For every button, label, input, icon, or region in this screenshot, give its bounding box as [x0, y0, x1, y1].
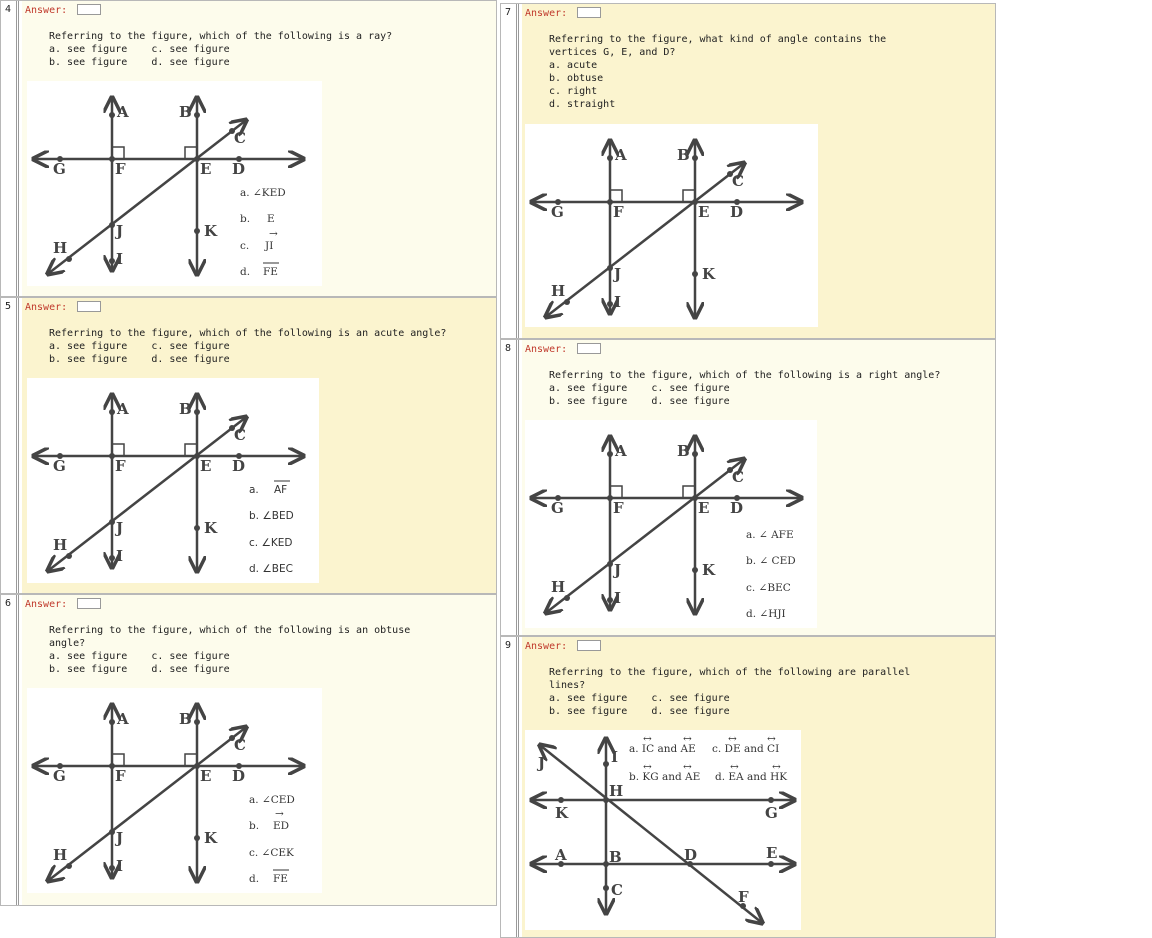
label-G: G [551, 499, 564, 517]
geometry-figure [27, 378, 319, 583]
label-I: I [116, 250, 124, 268]
question-9 [500, 636, 996, 938]
label-C: C [732, 468, 744, 486]
label-B: B [179, 400, 192, 418]
figure-option-a-term: AF [274, 484, 288, 496]
figure-option-d-term: FE [273, 873, 288, 885]
figure-svg [27, 378, 319, 583]
figure-option-a: a. ∠CED [249, 794, 295, 806]
label-B: B [677, 442, 690, 460]
question-5 [0, 297, 497, 594]
label-K: K [204, 829, 218, 847]
label-F: F [115, 160, 126, 178]
label-K: K [702, 561, 716, 579]
label-D: D [730, 499, 744, 517]
figure-option-d: d. ∠BEC [249, 563, 293, 575]
label-F: F [115, 457, 126, 475]
figure-option-c: c. ∠CEK [249, 847, 294, 859]
ray-arrow-icon: → [275, 808, 284, 820]
figure-option-b: b. [240, 213, 251, 225]
choice-row-1: a. see figure c. see figure [49, 651, 230, 662]
figure-option-b: b. [249, 820, 260, 832]
label-J: J [116, 829, 124, 847]
geometry-figure [27, 81, 322, 286]
figure-option-b: b. KG and AE [629, 771, 701, 783]
answer-input[interactable] [77, 4, 101, 15]
question-number: 5 [1, 298, 19, 593]
figure-option-a: a. [249, 484, 259, 496]
geometry-figure [27, 688, 322, 893]
question-7 [500, 3, 996, 339]
label-C: C [234, 426, 246, 444]
line-arrow-icon: ↔ [683, 733, 692, 745]
label-I: I [116, 857, 124, 875]
label-A: A [117, 103, 129, 121]
label-B: B [677, 146, 690, 164]
question-4 [0, 0, 497, 297]
label-J: J [116, 519, 124, 537]
choice-row-2: b. see figure d. see figure [49, 57, 230, 68]
choice-b: b. obtuse [549, 73, 604, 84]
answer-label: Answer: [525, 344, 568, 355]
line-arrow-icon: ↔ [730, 761, 739, 773]
choice-row-1: a. see figure c. see figure [549, 693, 730, 704]
answer-label: Answer: [525, 8, 568, 19]
choice-c: c. right [549, 86, 598, 97]
choice-d: d. straight [549, 99, 616, 110]
label-K: K [204, 519, 218, 537]
choice-row-1: a. see figure c. see figure [49, 44, 230, 55]
figure-option-d: d. [249, 873, 260, 885]
label-G: G [53, 767, 66, 785]
question-prompt: Referring to the figure, which of the following is a ray? [49, 31, 393, 42]
question-body [22, 1, 496, 296]
question-prompt: Referring to the figure, which of the following is a right angle? [549, 370, 941, 381]
label-H: H [53, 239, 68, 257]
question-prompt-line-2: vertices G, E, and D? [549, 47, 676, 58]
question-prompt: Referring to the figure, which of the following is an acute angle? [49, 328, 447, 339]
figure-svg [27, 688, 322, 893]
label-E: E [200, 160, 212, 178]
choice-row-1: a. see figure c. see figure [49, 341, 230, 352]
label-K: K [555, 804, 569, 822]
figure-option-b-term: E [267, 213, 275, 225]
question-prompt-line-2: angle? [49, 638, 86, 649]
question-body [522, 340, 995, 635]
answer-input[interactable] [77, 598, 101, 609]
label-H: H [53, 536, 68, 554]
label-I: I [614, 293, 622, 311]
label-A: A [117, 400, 129, 418]
question-number: 6 [1, 595, 19, 905]
label-G: G [53, 457, 66, 475]
figure-svg [27, 81, 322, 286]
choice-row-2: b. see figure d. see figure [49, 664, 230, 675]
choice-row-2: b. see figure d. see figure [549, 706, 730, 717]
label-J: J [538, 754, 546, 772]
label-E: E [200, 457, 212, 475]
line-arrow-icon: ↔ [728, 733, 737, 745]
answer-label: Answer: [25, 302, 68, 313]
label-I: I [611, 748, 619, 766]
label-I: I [116, 547, 124, 565]
label-H: H [609, 782, 624, 800]
label-A: A [555, 846, 567, 864]
label-F: F [115, 767, 126, 785]
line-arrow-icon: ↔ [772, 761, 781, 773]
label-J: J [116, 222, 124, 240]
figure-option-a: a. ∠KED [240, 187, 286, 199]
line-arrow-icon: ↔ [683, 761, 692, 773]
figure-svg [525, 124, 818, 327]
label-E: E [200, 767, 212, 785]
choice-row-2: b. see figure d. see figure [549, 396, 730, 407]
question-prompt-line-1: Referring to the figure, which of the following are parallel [549, 667, 911, 678]
question-body [522, 4, 995, 338]
answer-input[interactable] [577, 7, 601, 18]
figure-option-d: d. [240, 266, 251, 278]
label-B: B [179, 103, 192, 121]
figure-option-a: a. IC and AE [629, 743, 696, 755]
answer-input[interactable] [577, 343, 601, 354]
figure-option-d: d. EA and HK [715, 771, 788, 783]
figure-svg [525, 420, 817, 628]
label-A: A [117, 710, 129, 728]
label-K: K [204, 222, 218, 240]
question-body [22, 298, 496, 593]
label-J: J [614, 561, 622, 579]
label-C: C [234, 736, 246, 754]
figure-option-b-term: ED [273, 820, 290, 832]
answer-input[interactable] [577, 640, 601, 651]
parallel-lines-figure [525, 730, 801, 930]
label-G: G [551, 203, 564, 221]
question-prompt-line-2: lines? [549, 680, 586, 691]
question-prompt-line-1: Referring to the figure, which of the following is an obtuse [49, 625, 411, 636]
question-6 [0, 594, 497, 906]
label-D: D [232, 160, 246, 178]
line-arrow-icon: ↔ [643, 733, 652, 745]
ray-arrow-icon: → [269, 228, 278, 240]
question-number: 4 [1, 1, 19, 296]
figure-option-c: c. DE and CI [712, 743, 780, 755]
question-body [22, 595, 496, 905]
label-G: G [765, 804, 778, 822]
figure-option-c: c. ∠BEC [746, 582, 791, 594]
choice-row-1: a. see figure c. see figure [549, 383, 730, 394]
label-D: D [232, 767, 246, 785]
label-G: G [53, 160, 66, 178]
label-F: F [613, 203, 624, 221]
label-K: K [702, 265, 716, 283]
label-D: D [730, 203, 744, 221]
label-B: B [609, 848, 622, 866]
label-E: E [766, 844, 778, 862]
figure-option-d: d. ∠HJI [746, 608, 786, 620]
figure-option-a: a. ∠ AFE [746, 529, 794, 541]
label-H: H [53, 846, 68, 864]
question-8 [500, 339, 996, 636]
label-A: A [615, 146, 627, 164]
answer-label: Answer: [25, 599, 68, 610]
label-C: C [611, 881, 623, 899]
line-arrow-icon: ↔ [767, 733, 776, 745]
figure-option-c: c. [240, 240, 250, 252]
label-I: I [614, 589, 622, 607]
label-H: H [551, 282, 566, 300]
figure-option-c-term: JI [265, 240, 274, 252]
label-H: H [551, 578, 566, 596]
question-number: 9 [501, 637, 519, 937]
label-E: E [698, 499, 710, 517]
figure-option-b: b. ∠BED [249, 510, 294, 522]
label-C: C [234, 129, 246, 147]
question-number: 7 [501, 4, 519, 338]
label-D: D [684, 846, 698, 864]
geometry-figure [525, 420, 817, 628]
figure-option-d-term: FE [263, 266, 278, 278]
question-prompt-line-1: Referring to the figure, what kind of angle contains the [549, 34, 887, 45]
choice-row-2: b. see figure d. see figure [49, 354, 230, 365]
geometry-figure [525, 124, 818, 327]
answer-label: Answer: [525, 641, 568, 652]
choice-a: a. acute [549, 60, 598, 71]
answer-input[interactable] [77, 301, 101, 312]
line-arrow-icon: ↔ [643, 761, 652, 773]
label-F: F [613, 499, 624, 517]
label-E: E [698, 203, 710, 221]
figure-option-b: b. ∠ CED [746, 555, 796, 567]
figure-svg [525, 730, 801, 930]
label-B: B [179, 710, 192, 728]
figure-option-c: c. ∠KED [249, 537, 293, 549]
label-A: A [615, 442, 627, 460]
question-number: 8 [501, 340, 519, 635]
label-J: J [614, 265, 622, 283]
label-C: C [732, 172, 744, 190]
question-body [522, 637, 995, 937]
answer-label: Answer: [25, 5, 68, 16]
label-D: D [232, 457, 246, 475]
label-F: F [738, 888, 749, 906]
